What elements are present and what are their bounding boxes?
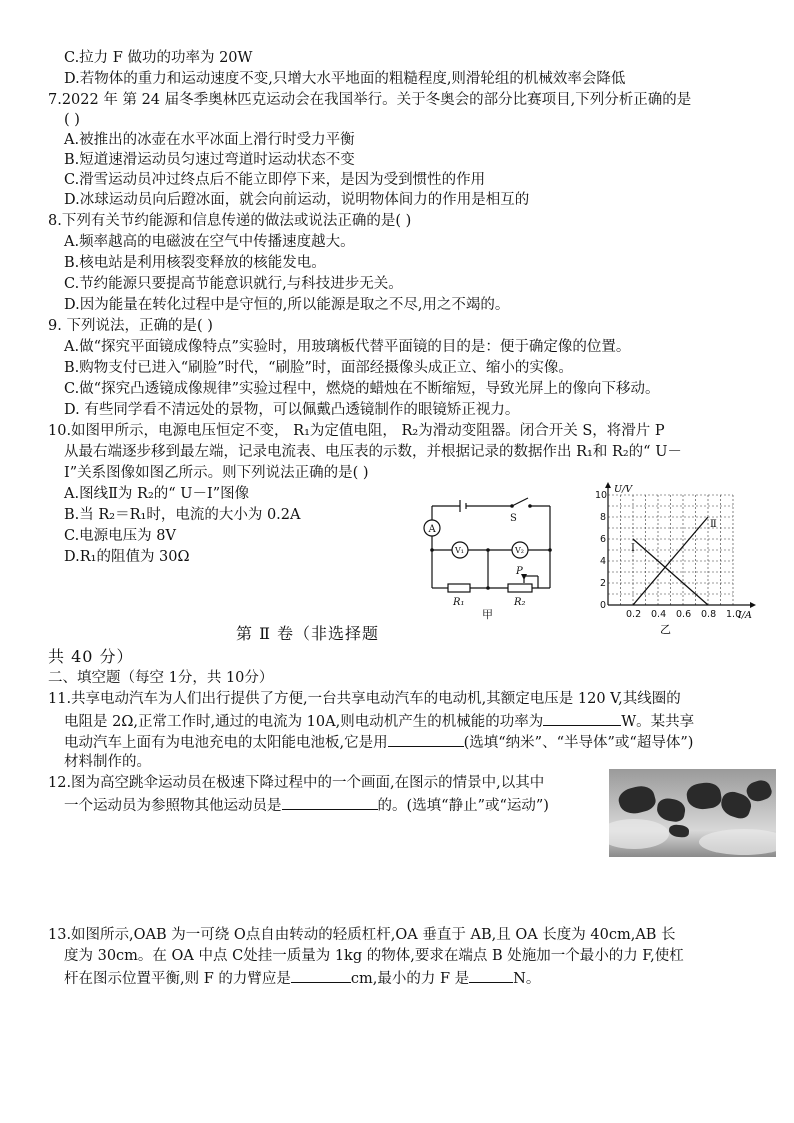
q8-option-a: A.频率越高的电磁波在空气中传播速度越大。 [64,234,355,250]
q13-line2: 度为 30cm。在 OA 中点 C处挂一质量为 1kg 的物体,要求在端点 B 处施加一个最小的力 F,使杠 [64,948,684,964]
q10-option-d: D.R₁的阻值为 30Ω [64,549,190,565]
r1-label: R₁ [453,597,465,608]
v2-label: V₂ [515,546,524,555]
q13-line3-mid: cm,最小的力 F 是 [350,971,470,987]
q11-line2 [64,711,694,732]
q13-line3-text: 杆在图示位置平衡,则 F 的力臂应是 [64,971,291,987]
q6-option-c: C.拉力 F 做功的功率为 20W [64,50,253,66]
q13-line3 [64,968,540,989]
q9-option-b: B.购物支付已进入“刷脸”时代，“刷脸”时，面部经摄像头成正立、缩小的实像。 [64,360,573,376]
y-tick-label: 2 [600,578,607,589]
switch-blade [512,498,528,506]
x-tick-label: 0.6 [676,609,692,620]
q7-option-c: C.滑雪运动员冲过终点后不能立即停下来，是因为受到惯性的作用 [64,172,486,188]
skydivers-photo [609,769,776,857]
x-tick-label: 1.0 [726,609,742,620]
x-tick-label: 0.4 [651,609,667,620]
q13-blank-force[interactable] [469,968,513,983]
ammeter-label: A [428,524,436,535]
switch-label: S [510,513,517,524]
v1-label: V₁ [455,546,464,555]
r1-resistor [448,584,470,592]
q11-line3-tail: (选填“纳米”、“半导体”或“超导体”) [463,735,694,751]
y-tick-label: 8 [600,512,607,523]
q7-option-a: A.被推出的冰壶在水平冰面上滑行时受力平衡 [64,132,355,148]
y-tick-label: 4 [600,556,607,567]
q9-option-d: D. 有些同学看不清远处的景物，可以佩戴凸透镜制作的眼镜矫正视力。 [64,402,520,418]
q9-option-c: C.做“探究凸透镜成像规律”实验过程中，燃烧的蜡烛在不断缩短，导致光屏上的像向下移动。 [64,381,660,397]
q11-line2-text: 电阻是 2Ω,正常工作时,通过的电流为 10A,则电动机产生的机械能的功率为 [64,714,544,730]
q7-answer-paren: ( ) [64,112,80,128]
q11-line2-tail: W。某共享 [621,714,695,730]
caption-jia: 甲 [482,608,493,620]
q6-option-d: D.若物体的重力和运动速度不变,只增大水平地面的粗糙程度,则滑轮组的机械效率会降低 [64,71,626,87]
q7-stem: 7.2022 年 第 24 届冬季奥林匹克运动会在我国举行。关于冬奥会的部分比赛项目,下列分析正确的是 [48,92,692,108]
p-label: P [516,566,523,577]
q7-option-d: D.冰球运动员向后蹬冰面，就会向前运动，说明物体间力的作用是相互的 [64,192,530,208]
y-tick-label: 6 [600,534,607,545]
q13-line1: 13.如图所示,OAB 为一可绕 O点自由转动的轻质杠杆,OA 垂直于 AB,且 OA 长度为 40cm,AB 长 [48,927,676,943]
q10-stem-line3: I”关系图像如图乙所示。则下列说法正确的是( ) [64,465,369,481]
q12-line2-tail: 的。(选填“静止”或“运动”) [377,798,549,814]
q9-stem: 9. 下列说法，正确的是( ) [48,318,213,334]
x-axis-label: I/A [738,610,752,621]
q10-option-b: B.当 R₂＝R₁时，电流的大小为 0.2A [64,507,301,523]
y-axis-label: U/V [614,484,633,495]
q11-line3 [64,732,693,753]
q11-line1: 11.共享电动汽车为人们出行提供了方便,一台共享电动汽车的电动机,其额定电压是 120 V,其线圈的 [48,691,681,707]
r2-label: R₂ [514,597,526,608]
q10-stem-line2: 从最右端逐步移到最左端，记录电流表、电压表的示数，并根据记录的数据作出 R₁和 R₂的“ U－ [64,444,682,460]
q8-stem: 8.下列有关节约能源和信息传递的做法或说法正确的是( ) [48,213,412,229]
r2-rheostat [508,584,532,592]
y-tick-label: 10 [595,490,608,501]
series-label-2: Ⅱ [710,519,717,530]
q9-option-a: A.做“探究平面镜成像特点”实验时，用玻璃板代替平面镜的目的是：便于确定像的位置。 [64,339,631,355]
part2-score: 共 40 分） [48,647,134,666]
q8-option-c: C.节约能源只要提高节能意识就行,与科技进步无关。 [64,276,403,292]
q10-option-a: A.图线Ⅱ为 R₂的“ U－I”图像 [64,486,250,502]
q11-line3-text: 电动汽车上面有为电池充电的太阳能电池板,它是用 [64,735,388,751]
q7-option-b: B.短道速滑运动员匀速过弯道时运动状态不变 [64,152,355,168]
caption-yi: 乙 [660,623,671,636]
q11-line4: 材料制作的。 [64,754,151,770]
q12-blank-motion[interactable] [282,795,378,810]
x-tick-label: 0.2 [626,609,642,620]
x-tick-label: 0.8 [701,609,717,620]
series-label-1: Ⅰ [631,543,635,554]
circuit-diagram [420,490,570,620]
part2-title: 第 Ⅱ 卷（非选择题 [236,624,380,643]
u-i-graph [590,480,760,640]
q11-blank-material[interactable] [388,732,464,747]
q10-stem-line1: 10.如图甲所示，电源电压恒定不变， R₁为定值电阻， R₂为滑动变阻器。闭合开关 S，将滑片 P [48,423,665,439]
q11-blank-power[interactable] [543,711,621,726]
q10-option-c: C.电源电压为 8V [64,528,176,544]
q13-blank-arm[interactable] [291,968,351,983]
q8-option-d: D.因为能量在转化过程中是守恒的,所以能源是取之不尽,用之不竭的。 [64,297,510,313]
q12-line1: 12.图为高空跳伞运动员在极速下降过程中的一个画面,在图示的情景中,以其中 [48,775,545,791]
q13-line3-tail: N。 [513,971,541,987]
y-tick-label: 0 [600,600,607,611]
section-fill-blank-title: 二、填空题（每空 1分，共 10分） [48,670,274,686]
q12-line2 [64,795,549,816]
q8-option-b: B.核电站是利用核裂变释放的核能发电。 [64,255,326,271]
q12-line2-text: 一个运动员为参照物其他运动员是 [64,798,282,814]
